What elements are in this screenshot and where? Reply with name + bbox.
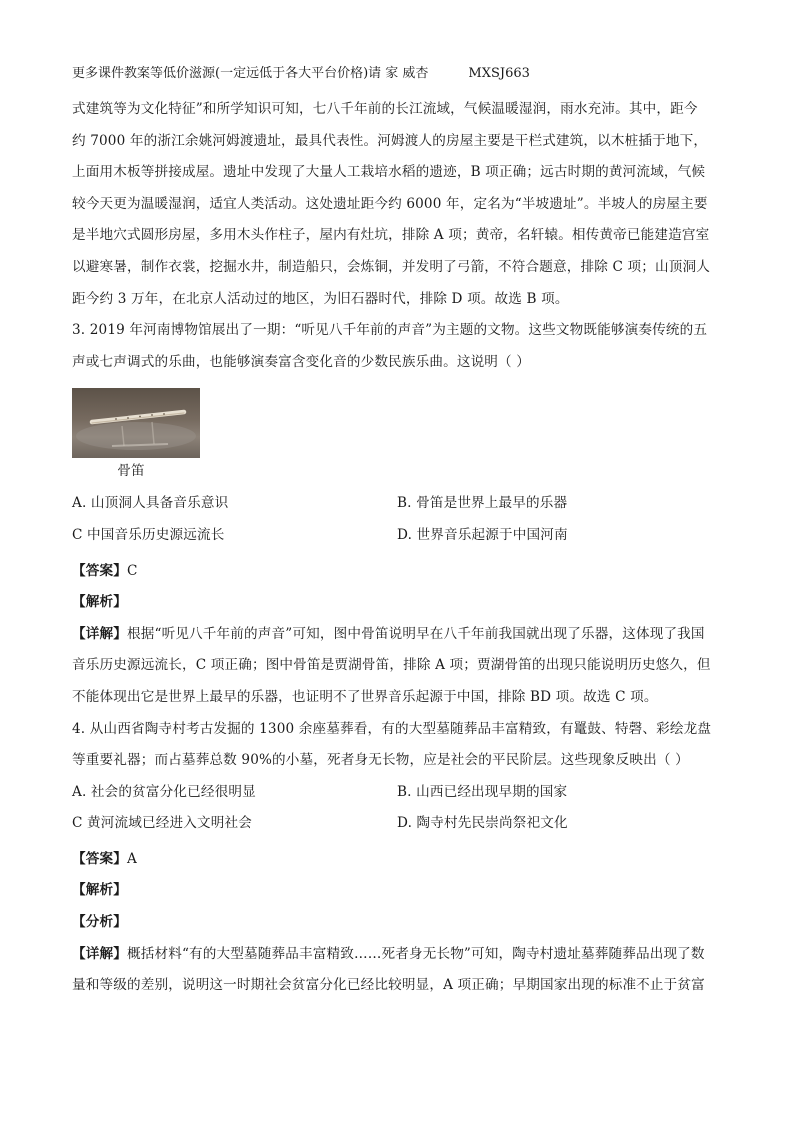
q2-explanation-line: 约 7000 年的浙江余姚河姆渡遗址，最具代表性。河姆渡人的房屋主要是干栏式建筑，以木桩插于地下， [72, 132, 708, 149]
q4-stem-line: 等重要礼器；而占墓葬总数 90%的小墓，死者身无长物，应是社会的平民阶层。这些现象反映出（ ） [72, 752, 689, 769]
detail-label: 【详解】 [72, 945, 127, 962]
q3-stem-line: 声或七声调式的乐曲，也能够演奏富含变化音的少数民族乐曲。这说明（ ） [72, 353, 531, 370]
detail-label: 【详解】 [72, 625, 127, 642]
q3-analysis [72, 587, 722, 619]
header-notice: 更多课件教案等低价滋源(一定远低于各大平台价格)请 家 威杏 [72, 66, 429, 81]
bone-flute-photo [72, 388, 200, 458]
answer-value: C [126, 562, 138, 579]
q4-option-a: A. 社会的贫富分化已经很明显 [72, 783, 256, 800]
q3-options [72, 488, 722, 551]
q2-explanation-line: 以避寒暑，制作衣裳，挖掘水井，制造船只，会炼铜，并发明了弓箭，不符合题意，排除 C 项；山顶洞人 [72, 258, 710, 275]
q3-detail-line: 不能体现出它是世界上最早的乐器，也证明不了世界音乐起源于中国，排除 BD 项。故选 C 项。 [72, 688, 658, 705]
q4-stem-line: 4. 从山西省陶寺村考古发掘的 1300 余座墓葬看，有的大型墓随葬品丰富精致，有鼍鼓、特磬、彩绘龙盘 [72, 720, 712, 737]
q3-detail-line [72, 619, 722, 651]
q4-detail-text: 概括材料“有的大型墓随葬品丰富精致……死者身无长物”可知，陶寺村遗址墓葬随葬品出现了数 [126, 945, 705, 962]
q3-option-c: C 中国音乐历史源远流长 [72, 526, 225, 543]
q4-option-c: C 黄河流域已经进入文明社会 [72, 815, 252, 832]
q3-option-d: D. 世界音乐起源于中国河南 [397, 526, 568, 543]
answer-label: 【答案】 [72, 562, 127, 579]
q3-stem-line: 3. 2019 年河南博物馆展出了一期：“听见八千年前的声音”为主题的文物。这些文物既能够演奏传统的五 [72, 322, 708, 339]
analysis-label: 【解析】 [72, 882, 127, 899]
bone-flute-illustration [72, 388, 200, 458]
q3-detail-line: 音乐历史源远流长，C 项正确；图中骨笛是贾湖骨笛，排除 A 项；贾湖骨笛的出现只能说明历史悠久，但 [72, 657, 711, 674]
q3-figure [72, 378, 722, 488]
q2-explanation-line: 距今约 3 万年，在北京人活动过的地区，为旧石器时代，排除 D 项。故选 B 项。 [72, 290, 569, 307]
q4-detail-line [72, 939, 722, 971]
q4-option-d: D. 陶寺村先民崇尚祭祀文化 [397, 815, 568, 832]
answer-value: A [126, 850, 137, 867]
q4-detail-line: 量和等级的差别，说明这一时期社会贫富分化已经比较明显，A 项正确；早期国家出现的标准不止于贫富 [72, 977, 705, 994]
answer-label: 【答案】 [72, 850, 127, 867]
q2-explanation-line: 是半地穴式圆形房屋，多用木头作柱子，屋内有灶坑，排除 A 项；黄帝，名轩辕。相传黄帝已能建造宫室 [72, 227, 710, 244]
q4-breakdown [72, 907, 722, 939]
q3-option-a: A. 山顶洞人具备音乐意识 [72, 495, 229, 512]
analysis-label: 【解析】 [72, 594, 127, 611]
q4-answer [72, 844, 722, 876]
q2-explanation-line: 较今天更为温暖湿润，适宜人类活动。这处遗址距今约 6000 年，定名为“半坡遗址”。半坡人的房屋主要 [72, 195, 708, 212]
q4-options [72, 777, 722, 840]
q3-answer [72, 556, 722, 588]
q2-explanation-line: 式建筑等为文化特征”和所学知识可知，七八千年前的长江流域，气候温暖湿润，雨水充沛。其中，距今 [72, 101, 698, 117]
q4-analysis [72, 875, 722, 907]
q2-explanation-line: 上面用木板等拼接成屋。遗址中发现了大量人工栽培水稻的遗迹，B 项正确；远古时期的黄河流域，气候 [72, 164, 706, 181]
document-body [72, 94, 722, 1002]
q4-option-b: B. 山西已经出现早期的国家 [397, 783, 568, 800]
header-code: MXSJ663 [468, 66, 530, 81]
q3-option-b: B. 骨笛是世界上最早的乐器 [397, 495, 568, 512]
page-header [72, 64, 722, 84]
q3-detail-text: 根据“听见八千年前的声音”可知，图中骨笛说明早在八千年前我国就出现了乐器，这体现了我国 [126, 625, 705, 642]
breakdown-label: 【分析】 [72, 914, 127, 931]
figure-caption: 骨笛 [117, 463, 145, 480]
